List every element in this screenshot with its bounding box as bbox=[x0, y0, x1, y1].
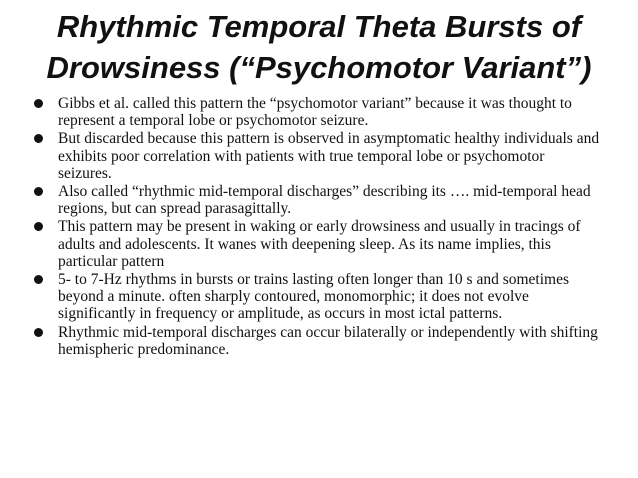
bullet-item bbox=[34, 324, 600, 358]
bullet-text: 5- to 7-Hz rhythms in bursts or trains lasting often longer than 10 s and sometimes beyond a minute. often sharply contoured, monomorphic; it does not evolve significantly in frequency or amplitude, as occurs in most ictal patterns. bbox=[58, 271, 569, 323]
bullet-text: This pattern may be present in waking or early drowsiness and usually in tracings of adults and adolescents. It wanes with deepening sleep. As its name implies, this particular pattern bbox=[58, 218, 581, 270]
bullet-item bbox=[34, 218, 600, 270]
slide-title-line-2: Drowsiness (“Psychomotor Variant”) bbox=[46, 50, 592, 85]
bullet-text: Also called “rhythmic mid-temporal discharges” describing its …. mid-temporal head regions, but can spread parasagittally. bbox=[58, 183, 591, 218]
slide-title bbox=[20, 6, 618, 88]
bullet-dot-icon bbox=[34, 328, 43, 337]
bullet-text: But discarded because this pattern is observed in asymptomatic healthy individuals and exhibits poor correlation with patients with true temporal lobe or psychomotor seizures. bbox=[58, 130, 600, 182]
bullet-list bbox=[34, 95, 600, 359]
bullet-item bbox=[34, 271, 600, 323]
bullet-text: Gibbs et al. called this pattern the “psychomotor variant” because it was thought to represent a temporal lobe or psychomotor seizure. bbox=[58, 95, 572, 130]
bullet-dot-icon bbox=[34, 187, 43, 196]
bullet-dot-icon bbox=[34, 99, 43, 108]
slide-title-line-1: Rhythmic Temporal Theta Bursts of bbox=[56, 9, 582, 44]
bullet-text: Rhythmic mid-temporal discharges can occur bilaterally or independently with shifting hemispheric predominance. bbox=[58, 323, 598, 358]
bullet-item bbox=[34, 130, 600, 182]
bullet-item bbox=[34, 95, 600, 129]
bullet-dot-icon bbox=[34, 222, 43, 231]
bullet-item bbox=[34, 183, 600, 217]
bullet-dot-icon bbox=[34, 275, 43, 284]
bullet-dot-icon bbox=[34, 134, 43, 143]
